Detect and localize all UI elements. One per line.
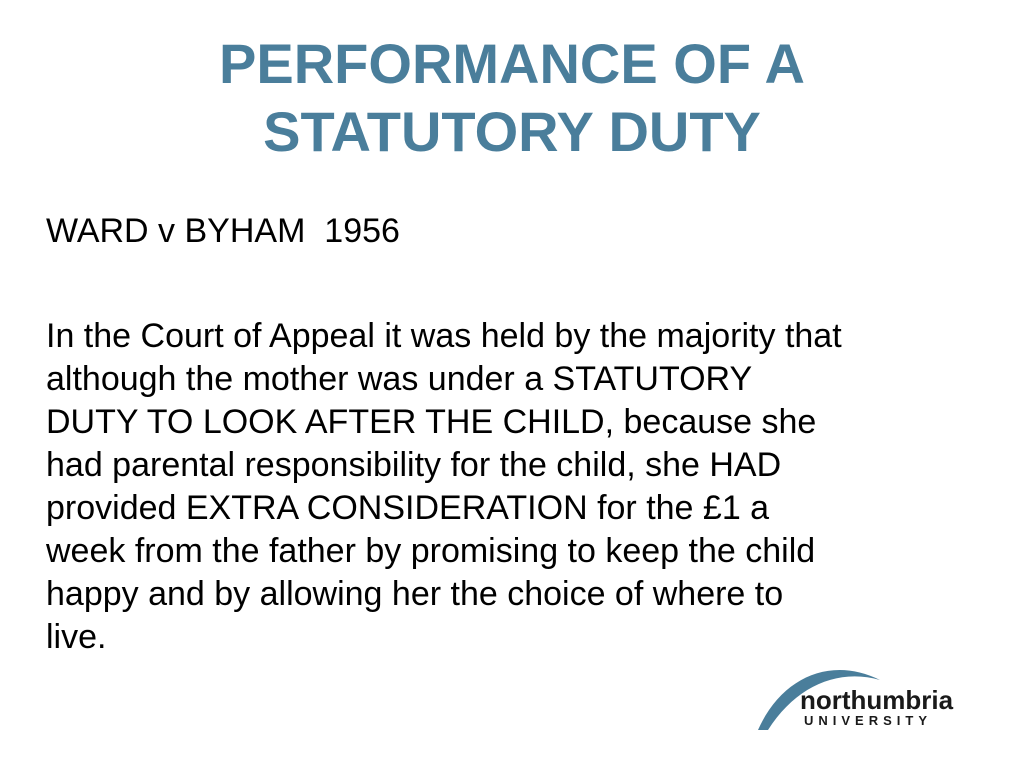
body-line: provided EXTRA CONSIDERATION for the £1 a	[46, 489, 770, 527]
slide-title-line-2: STATUTORY DUTY	[263, 100, 761, 163]
body-line: had parental responsibility for the child, she HAD	[46, 446, 782, 484]
body-line: DUTY TO LOOK AFTER THE CHILD, because she	[46, 403, 817, 441]
slide-title	[0, 30, 1024, 166]
body-line: In the Court of Appeal it was held by the majority that	[46, 317, 842, 355]
body-line: live.	[46, 618, 107, 656]
body-line: although the mother was under a STATUTORY	[46, 360, 753, 398]
slide-title-line-1: PERFORMANCE OF A	[219, 32, 805, 95]
northumbria-university-logo	[752, 656, 972, 740]
case-body-paragraph	[46, 315, 996, 659]
logo-name: northumbria	[800, 685, 954, 715]
body-line: happy and by allowing her the choice of where to	[46, 575, 784, 613]
case-citation: WARD v BYHAM 1956	[46, 212, 400, 250]
logo-subtitle: UNIVERSITY	[804, 713, 933, 728]
body-line: week from the father by promising to keep the child	[46, 532, 816, 570]
